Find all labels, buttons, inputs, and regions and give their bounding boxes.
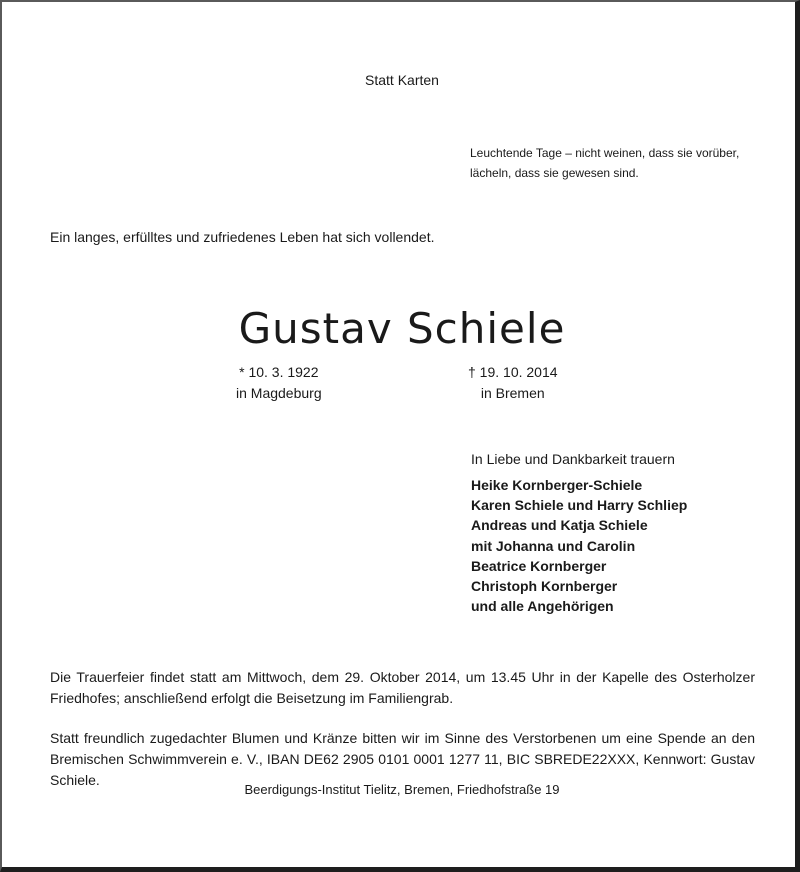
verse-line-2: lächeln, dass sie gewesen sind.: [470, 166, 639, 180]
birth-place: in Magdeburg: [236, 385, 322, 401]
statt-karten-heading: Statt Karten: [365, 72, 439, 88]
mourner-name: Beatrice Kornberger: [471, 557, 607, 574]
mourner-name: Heike Kornberger-Schiele: [471, 477, 643, 493]
birth-date: * 10. 3. 1922: [239, 364, 319, 380]
mourners-list: [471, 475, 687, 616]
deceased-name: Gustav Schiele: [238, 304, 566, 353]
mourner-name: und alle Angehörigen: [471, 598, 614, 615]
donation-notice: Statt freundlich zugedachter Blumen und Kränze bitten wir im Sinne des Verstorbenen um eine Spende an den Bremischen Schwimmverein e. V., IBAN DE62 2905 0101 0001 1277 11, BIC SBREDE22XXX, Kennwort: Gustav Schiele.: [50, 730, 755, 788]
death-date: † 19. 10. 2014: [468, 364, 558, 380]
verse-line-1: Leuchtende Tage – nicht weinen, dass sie vorüber,: [470, 146, 740, 160]
birth-info: [236, 362, 322, 404]
death-info: [468, 362, 558, 404]
mourner-name: Karen Schiele und Harry Schliep: [471, 497, 688, 514]
funeral-notice: Die Trauerfeier findet statt am Mittwoch, dem 29. Oktober 2014, um 13.45 Uhr in der Kapelle des Osterholzer Friedhofes; anschließend erfolgt die Beisetzung im Familiengrab.: [50, 669, 755, 706]
intro-sentence: Ein langes, erfülltes und zufriedenes Leben hat sich vollendet.: [50, 229, 435, 245]
verse-quote: [470, 143, 739, 183]
mourner-name: Andreas und Katja Schiele: [471, 517, 648, 534]
funeral-home-footer: Beerdigungs-Institut Tielitz, Bremen, Friedhofstraße 19: [244, 782, 560, 797]
mourner-name: mit Johanna und Carolin: [471, 537, 636, 554]
mourners-intro: In Liebe und Dankbarkeit trauern: [471, 451, 675, 467]
death-place: in Bremen: [480, 385, 545, 401]
mourner-name: Christoph Kornberger: [471, 578, 618, 595]
